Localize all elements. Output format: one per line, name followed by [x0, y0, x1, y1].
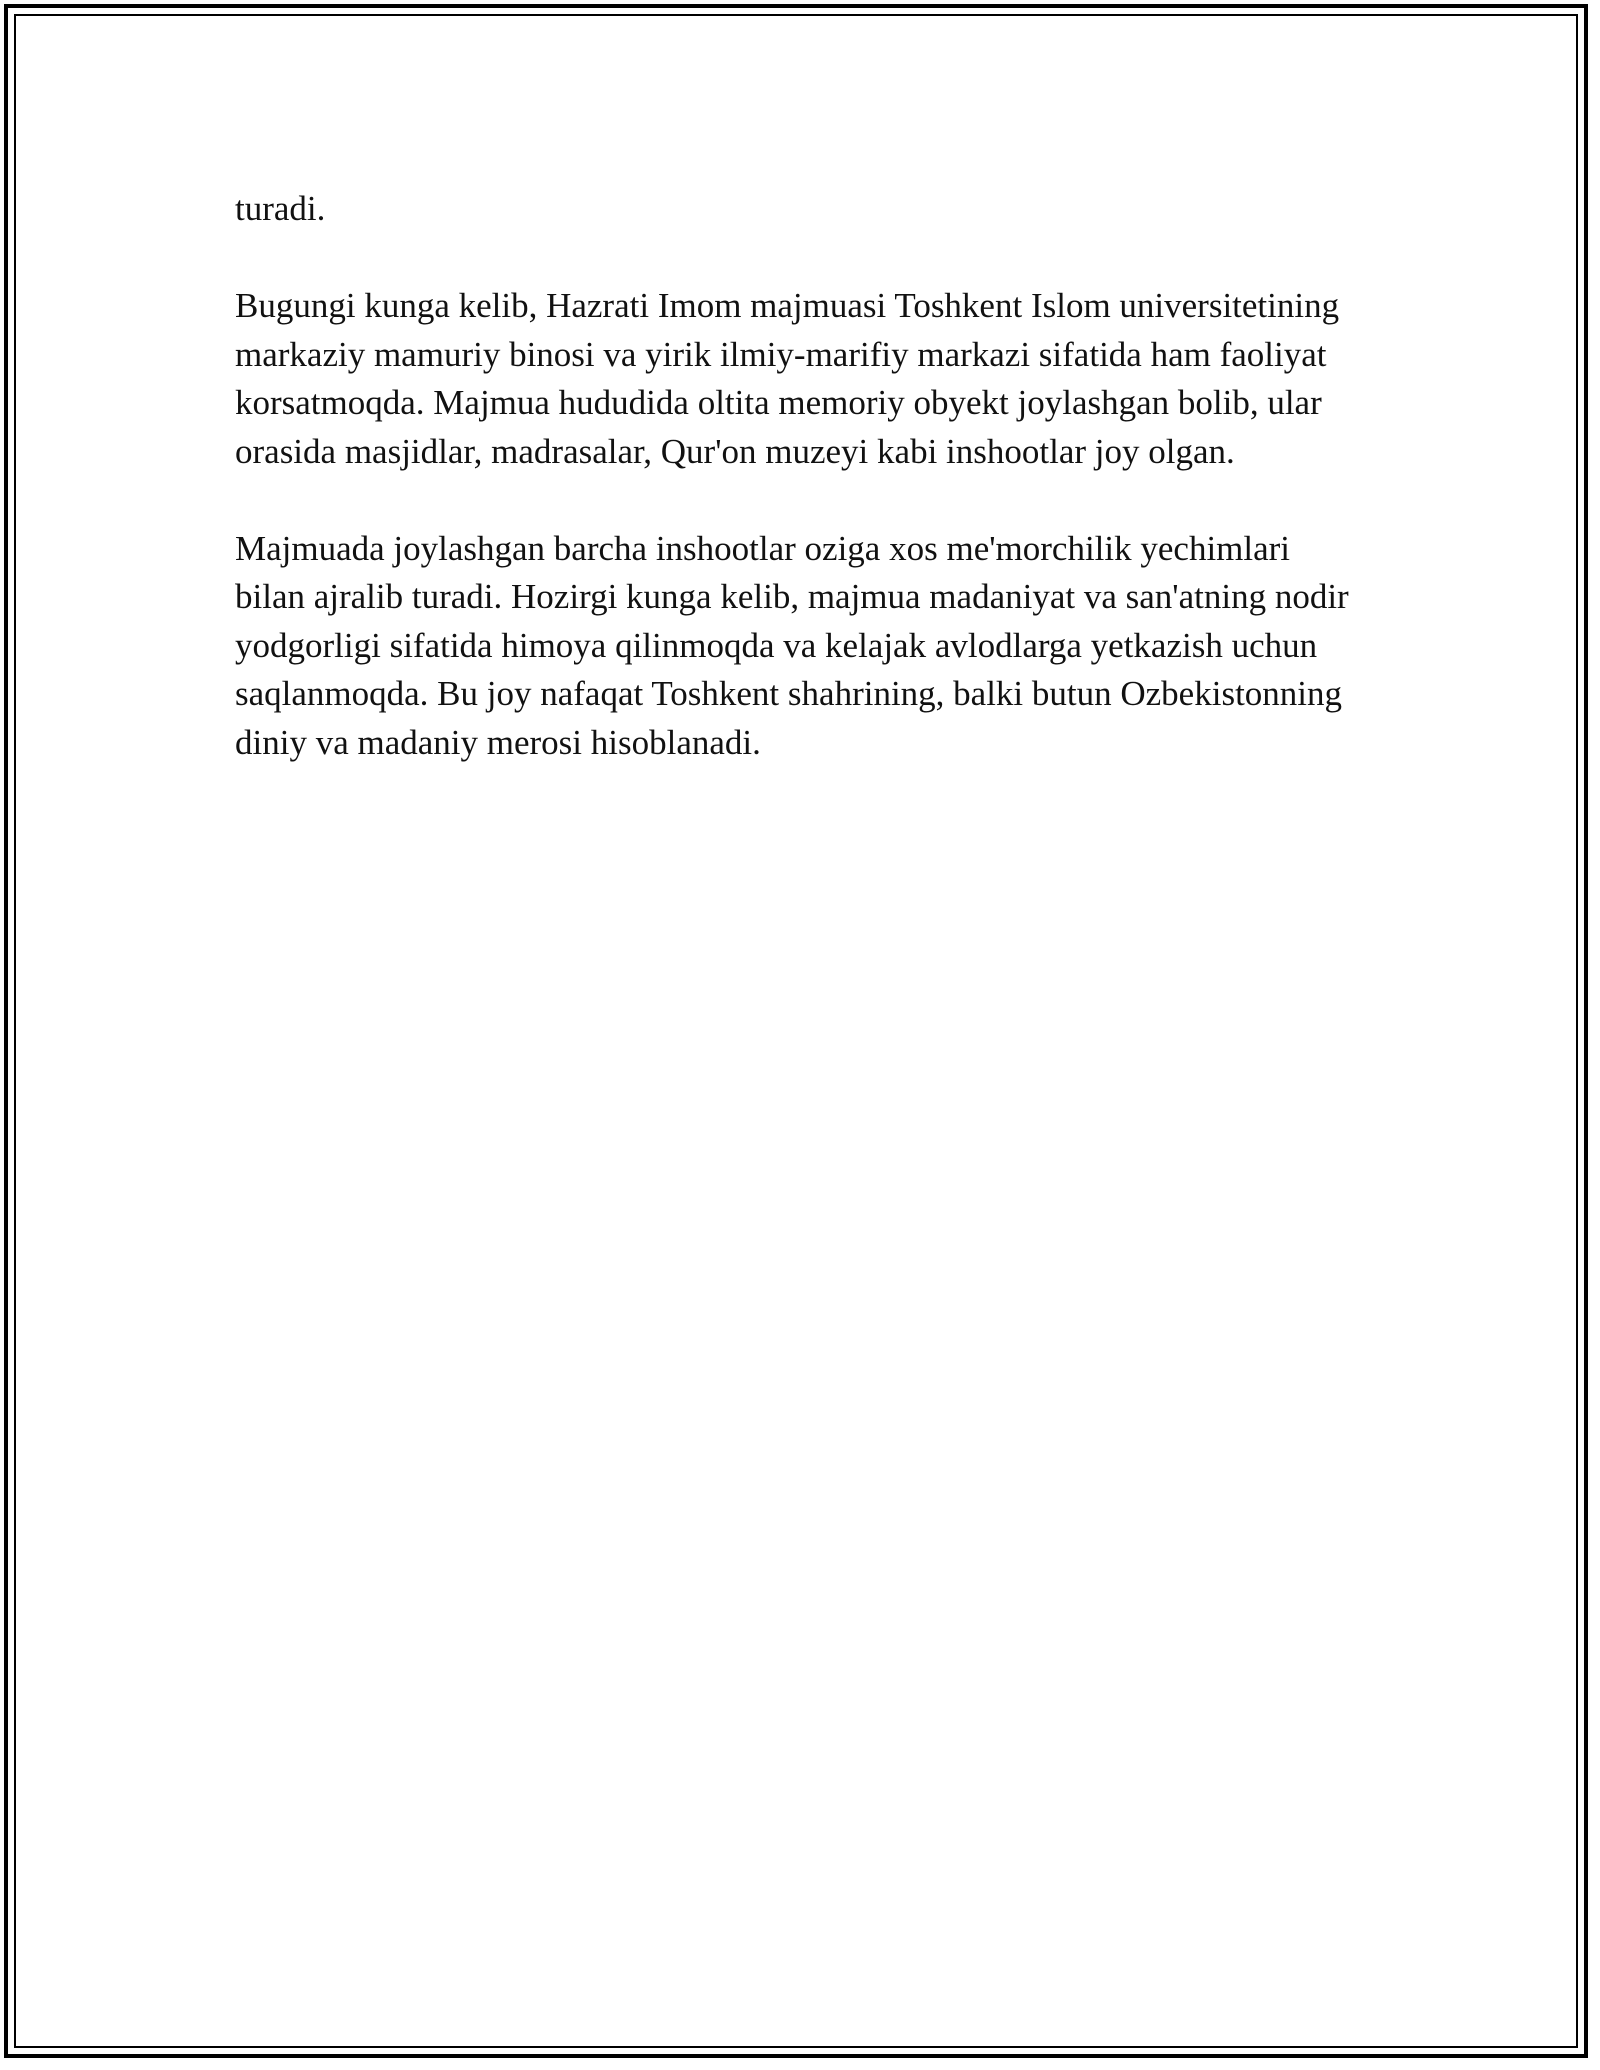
paragraph-continuation: turadi.	[235, 189, 326, 228]
paragraph-university-role: Bugungi kunga kelib, Hazrati Imom majmuasi Toshkent Islom universitetining markaziy mamuriy binosi va yirik ilmiy-marifiy markazi sifatida ham faoliyat korsatmoqda. Majmua hududida oltita memoriy obyekt joylashgan bolib, ular orasida masjidlar, madrasalar, Qur'on muzeyi kabi inshootlar joy olgan.	[235, 286, 1340, 471]
paragraph-architecture-heritage: Majmuada joylashgan barcha inshootlar oziga xos me'morchilik yechimlari bilan ajralib turadi. Hozirgi kunga kelib, majmua madaniyat va san'atning nodir yodgorligi sifatida himoya qilinmoqda va kelajak avlodlarga yetkazish uchun saqlanmoqda. Bu joy nafaqat Toshkent shahrining, balki butun Ozbekistonning diniy va madaniy merosi hisoblanadi.	[235, 528, 1349, 762]
document-body	[235, 185, 1365, 816]
